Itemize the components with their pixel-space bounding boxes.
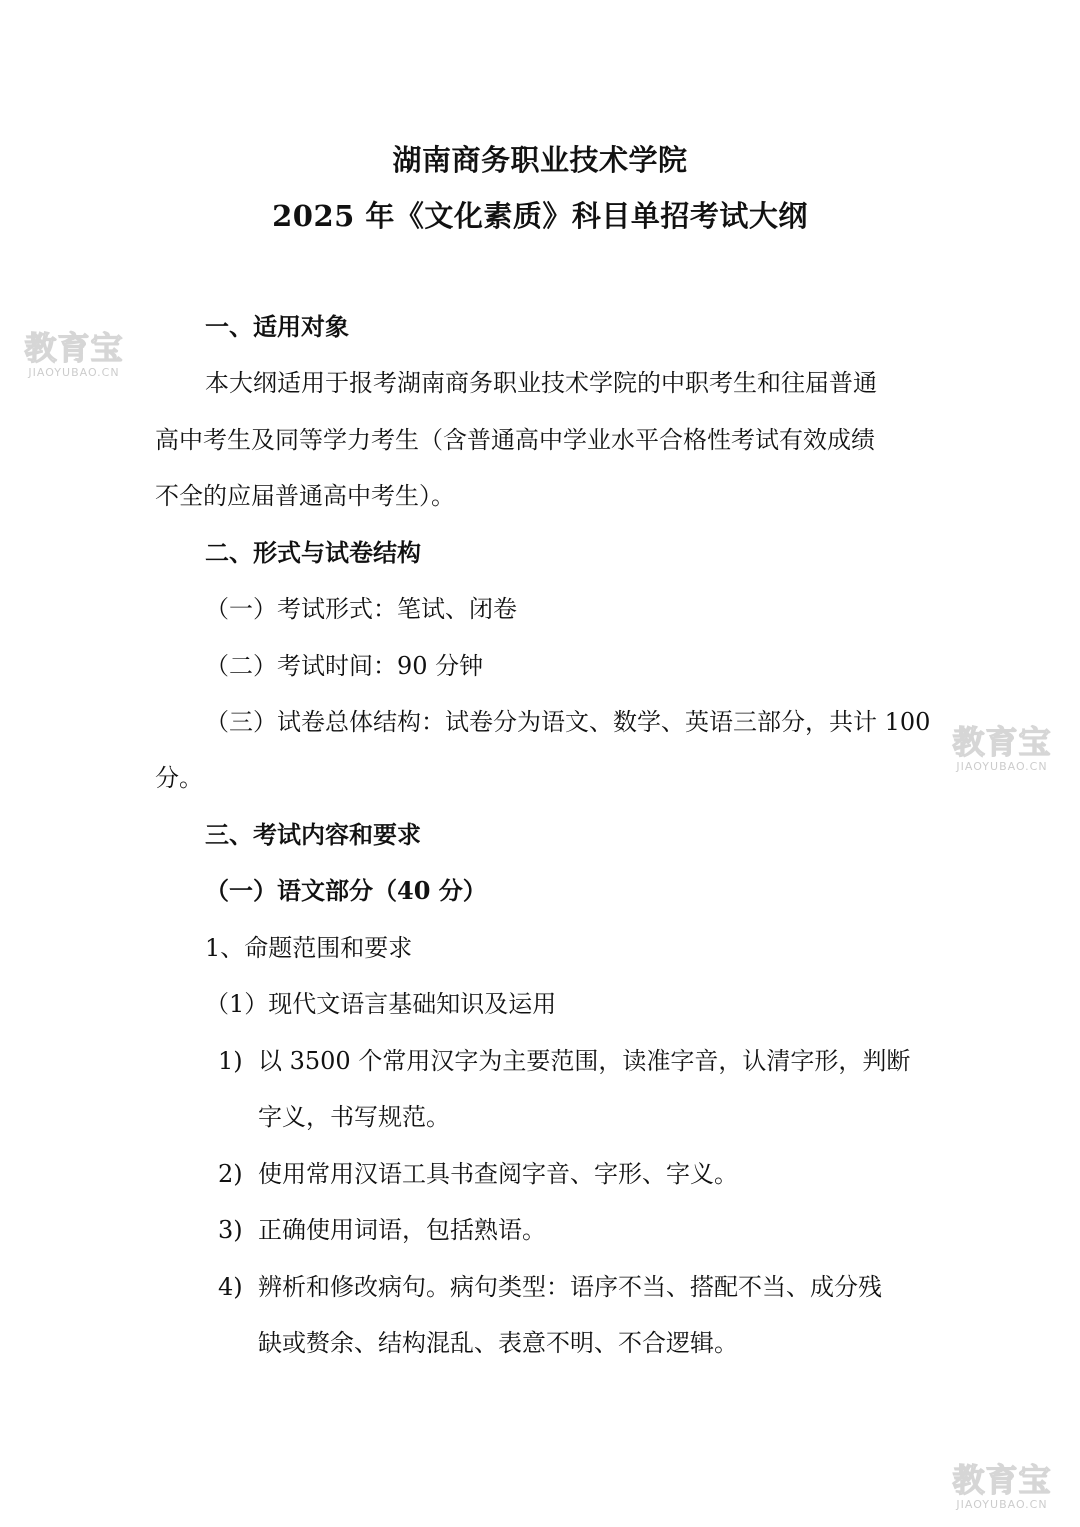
section-3-sub-point: （1）现代文语言基础知识及运用 — [205, 990, 557, 1018]
list-item — [218, 1158, 738, 1190]
document-title-line1: 湖南商务职业技术学院 — [392, 143, 688, 177]
list-item — [218, 1214, 546, 1246]
list-item-number: 2) — [218, 1160, 243, 1188]
section-3-heading: 三、考试内容和要求 — [205, 820, 421, 849]
watermark-logo — [14, 330, 134, 382]
list-item-continuation: 字义，书写规范。 — [258, 1103, 450, 1131]
watermark-logo — [942, 1462, 1062, 1514]
list-item-number: 4) — [218, 1273, 243, 1301]
watermark-logo-domain: JIAOYUBAO.CN — [28, 366, 120, 379]
list-item-text: 正确使用词语，包括熟语。 — [258, 1216, 546, 1244]
list-item-number: 3) — [218, 1216, 243, 1244]
section-1-paragraph-line: 本大纲适用于报考湖南商务职业技术学院的中职考生和往届普通 — [205, 369, 877, 397]
watermark-logo-text: 教育宝 — [24, 329, 124, 367]
section-2-item: （一）考试形式：笔试、闭卷 — [205, 595, 517, 623]
list-item-text: 使用常用汉语工具书查阅字音、字形、字义。 — [258, 1160, 738, 1188]
list-item-text: 辨析和修改病句。病句类型：语序不当、搭配不当、成分残 — [258, 1273, 882, 1301]
section-3-subheading: （一）语文部分（40 分） — [205, 876, 487, 905]
list-item — [218, 1045, 910, 1077]
list-item-number: 1) — [218, 1047, 243, 1075]
section-2-heading: 二、形式与试卷结构 — [205, 538, 421, 567]
watermark-logo-text: 教育宝 — [952, 723, 1052, 761]
section-2-item-continuation: 分。 — [155, 764, 203, 792]
list-item-continuation: 缺或赘余、结构混乱、表意不明、不合逻辑。 — [258, 1329, 738, 1357]
watermark-logo-domain: JIAOYUBAO.CN — [956, 1498, 1048, 1511]
section-1-paragraph-line: 高中考生及同等学力考生（含普通高中学业水平合格性考试有效成绩 — [155, 426, 875, 454]
section-2-item: （三）试卷总体结构：试卷分为语文、数学、英语三部分，共计 100 — [205, 708, 931, 736]
document-title-line2: 2025 年《文化素质》科目单招考试大纲 — [272, 199, 808, 233]
list-item — [218, 1271, 882, 1303]
list-item-text: 以 3500 个常用汉字为主要范围，读准字音，认清字形，判断 — [258, 1047, 911, 1075]
section-1-heading: 一、适用对象 — [205, 312, 349, 341]
watermark-logo-domain: JIAOYUBAO.CN — [956, 760, 1048, 773]
watermark-logo — [942, 724, 1062, 776]
watermark-logo-text: 教育宝 — [952, 1461, 1052, 1499]
section-2-item: （二）考试时间：90 分钟 — [205, 652, 484, 680]
section-1-paragraph-line: 不全的应届普通高中考生）。 — [155, 482, 455, 510]
section-3-point: 1、命题范围和要求 — [205, 934, 413, 962]
